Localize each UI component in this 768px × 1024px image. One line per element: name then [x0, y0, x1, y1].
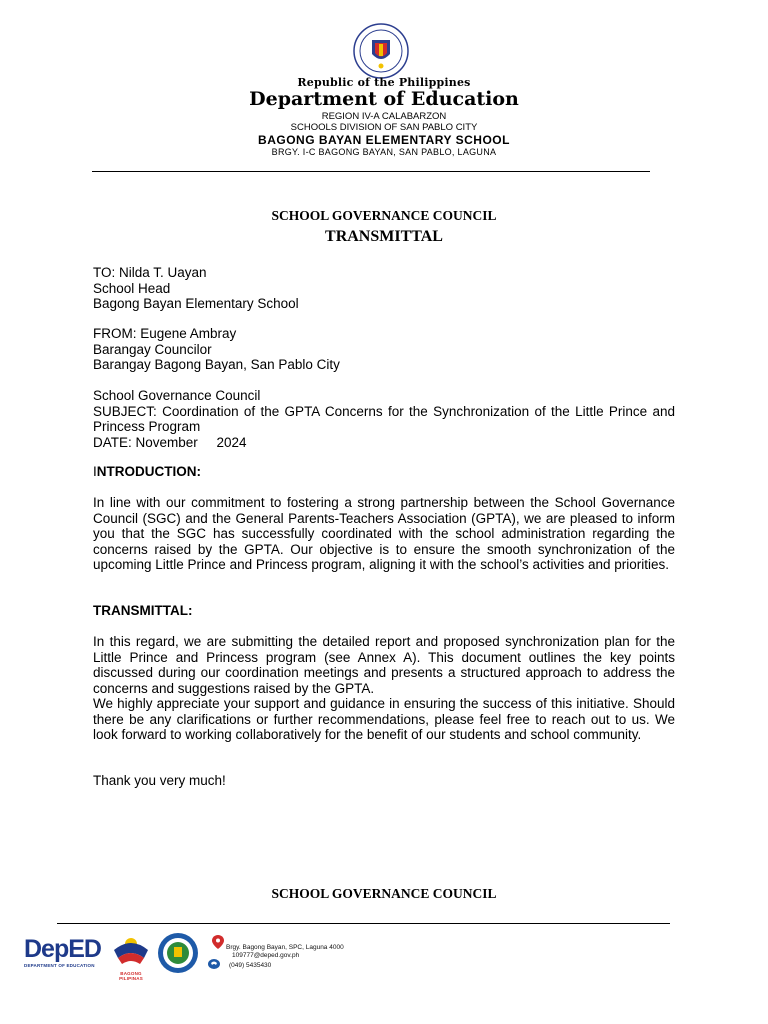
- date-line: DATE: November 2024: [93, 434, 247, 450]
- bagong-pilipinas-text: BAGONG PILIPINAS: [119, 971, 143, 981]
- school-name: BAGONG BAYAN ELEMENTARY SCHOOL: [258, 133, 510, 147]
- subject-line: SUBJECT: Coordination of the GPTA Concerns for the Synchronization of the Little Prince and Princess Program: [93, 403, 675, 434]
- phone-icon: [208, 959, 220, 969]
- meta-council: School Governance Council: [93, 388, 261, 403]
- signature-council: SCHOOL GOVERNANCE COUNCIL: [271, 886, 497, 901]
- introduction-heading-rest: NTRODUCTION:: [96, 464, 202, 479]
- introduction-heading-initial: I: [93, 464, 97, 479]
- footer-address: Brgy. Bagong Bayan, SPC, Laguna 4000: [226, 944, 344, 951]
- council-heading: SCHOOL GOVERNANCE COUNCIL: [271, 208, 497, 223]
- to-name: TO: Nilda T. Uayan: [93, 265, 207, 280]
- republic-line: Republic of the Philippines: [297, 76, 471, 89]
- location-icon: [212, 935, 224, 949]
- closing-line: Thank you very much!: [93, 773, 226, 788]
- from-address: Barangay Bagong Bayan, San Pablo City: [93, 357, 340, 372]
- transmittal-paragraph-2: We highly appreciate your support and guidance in ensuring the success of this initiative. Should there be any clarifications or further recommendations, please feel free to reach out to us. We look forward to working collaboratively for the benefit of our students and school community.: [93, 696, 675, 742]
- transmittal-heading: TRANSMITTAL:: [93, 603, 193, 618]
- bagong-pilipinas-logo: [110, 932, 152, 981]
- footer-divider: [57, 923, 670, 924]
- deped-logo: [24, 935, 106, 975]
- school-address: BRGY. I-C BAGONG BAYAN, SAN PABLO, LAGUNA: [271, 147, 497, 157]
- introduction-text: In line with our commitment to fostering a strong partnership between the School Governance Council (SGC) and the General Parents-Teachers Association (GPTA), we are pleased to inform you that the SGC has successfully coordinated with the school administration regarding the concerns raised by the GPTA. Our objective is to ensure the smooth synchronization of the upcoming Little Prince and Princess program, aligning it with the school’s activities and priorities.: [93, 495, 675, 572]
- header-divider: [92, 171, 650, 172]
- division-line: SCHOOLS DIVISION OF SAN PABLO CITY: [290, 122, 478, 133]
- document-title: TRANSMITTAL: [325, 228, 443, 245]
- deped-logo-text: DepED: [24, 935, 101, 963]
- introduction-heading: [93, 464, 675, 480]
- footer-phone: (049) 5435430: [229, 962, 272, 969]
- to-block: [93, 265, 675, 312]
- to-school: Bagong Bayan Elementary School: [93, 296, 299, 311]
- bagong-pilipinas-icon: [110, 932, 152, 966]
- school-seal-icon: [157, 932, 199, 974]
- meta-block: [93, 388, 675, 450]
- deped-seal-icon: [352, 22, 410, 80]
- from-block: [93, 326, 675, 373]
- region-line: REGION IV-A CALABARZON: [321, 111, 447, 122]
- to-position: School Head: [93, 280, 171, 296]
- from-position: Barangay Councilor: [93, 341, 212, 357]
- footer-email: 109777@deped.gov.ph: [232, 952, 300, 959]
- transmittal-paragraph-1: In this regard, we are submitting the detailed report and proposed synchronization plan for the Little Prince and Princess program (see Annex A). This document outlines the key points discussed during our coordination meetings and presents a structured approach to address the concerns and suggestions raised by the GPTA.: [93, 634, 675, 696]
- department-name: Department of Education: [249, 88, 519, 110]
- from-name: FROM: Eugene Ambray: [93, 326, 237, 341]
- deped-logo-subtext: DEPARTMENT OF EDUCATION: [24, 963, 95, 968]
